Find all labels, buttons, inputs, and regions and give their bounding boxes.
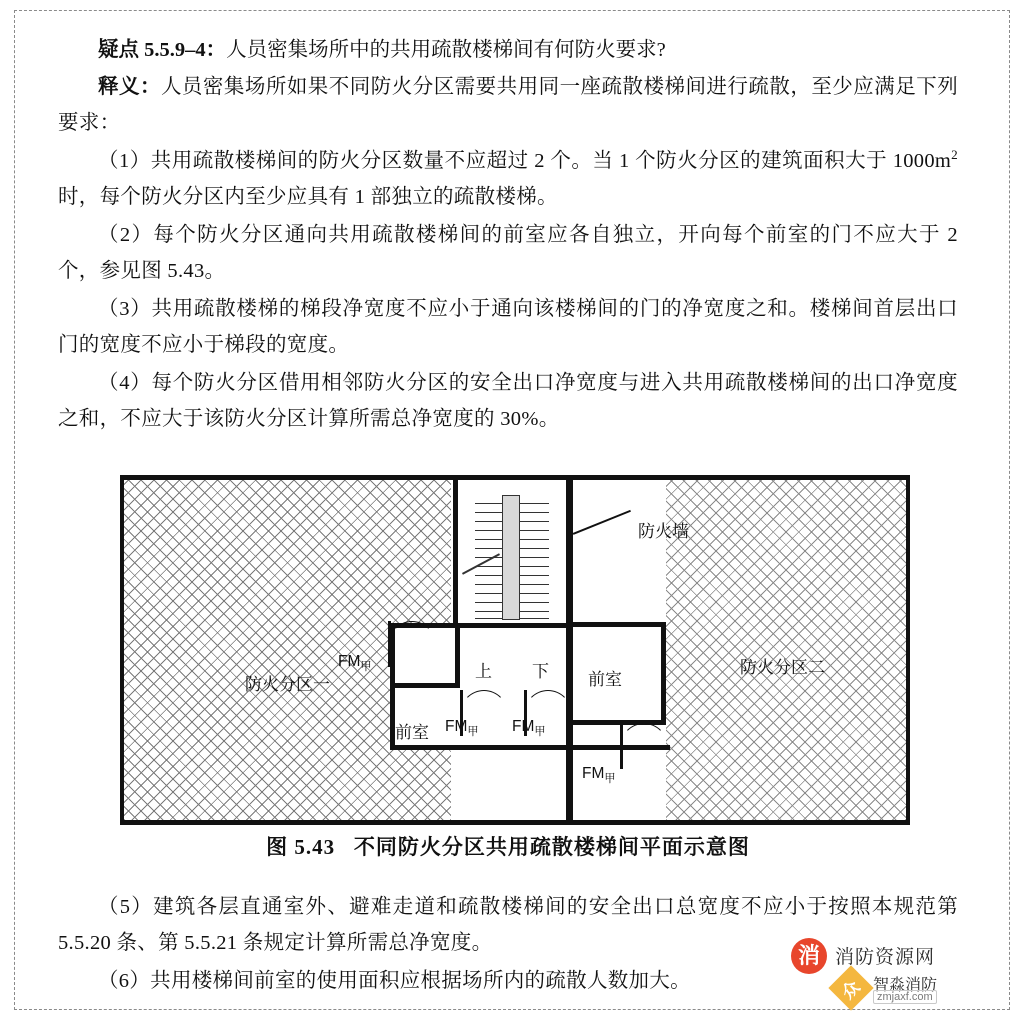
question-heading-text: 人员密集场所中的共用疏散楼梯间有何防火要求? [226, 39, 666, 61]
label-door-fm-3 [512, 718, 546, 739]
requirement-item-4 [58, 365, 958, 437]
watermark-badge-label: 智淼消防 [873, 977, 938, 994]
explanation-label: 释义： [98, 76, 161, 98]
label-fire-zone-one: 防火分区一 [245, 675, 330, 694]
figure-caption-number: 图 5.43 [266, 835, 336, 859]
label-door-fm-4-sub: 甲 [604, 773, 616, 786]
figure-caption [58, 831, 958, 861]
label-fire-zone-two: 防火分区二 [740, 658, 825, 677]
label-door-fm-4 [582, 765, 616, 786]
exterior-wall-right [906, 475, 910, 825]
label-stair-up: 上 [475, 662, 492, 681]
label-door-fm-2-sub: 甲 [467, 726, 479, 739]
watermark [791, 938, 1001, 1008]
label-fire-wall: 防火墙 [638, 522, 689, 541]
label-vestibule-left: 前室 [395, 723, 429, 742]
question-heading-label: 疑点 5.5.9–4： [98, 39, 227, 61]
requirement-item-2-text: （2）每个防火分区通向共用疏散楼梯间的前室应各自独立，开向每个前室的门不应大于 2 个，参见图 5.43。 [58, 224, 958, 282]
watermark-title: 消防资源网 [835, 947, 936, 968]
requirement-item-5-text: （5）建筑各层直通室外、避难走道和疏散楼梯间的安全出口总宽度不应小于按照本规范第 5.5.20 条、第 5.5.21 条规定计算所需总净宽度。 [58, 896, 958, 954]
figure-5-43 [58, 459, 958, 859]
requirement-item-3 [58, 291, 958, 363]
label-door-fm-1-sub: 甲 [360, 661, 372, 674]
label-door-fm-1-text: FM [338, 653, 361, 670]
exterior-wall-bottom [120, 820, 910, 825]
floor-plan-drawing [120, 475, 910, 825]
door-swing-arc-1 [388, 621, 436, 669]
label-door-fm-3-text: FM [512, 718, 535, 735]
requirement-item-3-text: （3）共用疏散楼梯的梯段净宽度不应小于通向该楼梯间的门的净宽度之和。楼梯间首层出口门的宽度不应小于梯段的宽度。 [58, 298, 958, 356]
door-leaf-1 [388, 621, 391, 667]
requirement-item-2 [58, 217, 958, 289]
label-door-fm-4-text: FM [582, 765, 605, 782]
watermark-logo-icon: 消 [791, 938, 827, 974]
explanation-text: 人员密集场所如果不同防火分区需要共用同一座疏散楼梯间进行疏散，至少应满足下列要求： [58, 76, 958, 134]
door-leaf-4 [620, 723, 623, 769]
figure-caption-title: 不同防火分区共用疏散楼梯间平面示意图 [353, 835, 750, 859]
question-heading [58, 32, 958, 68]
label-door-fm-2-text: FM [445, 718, 468, 735]
requirement-item-1-text-tail: 时，每个防火分区内至少应具有 1 部独立的疏散楼梯。 [58, 186, 558, 208]
requirement-item-1-superscript: 2 [951, 147, 958, 163]
exterior-wall-left [120, 475, 124, 825]
watermark-badge-char: 众 [838, 977, 864, 1003]
requirement-item-1 [58, 143, 958, 215]
label-door-fm-2 [445, 718, 479, 739]
watermark-badge [835, 972, 985, 1006]
document-content [58, 32, 958, 1001]
requirement-item-4-text: （4）每个防火分区借用相邻防火分区的安全出口净宽度与进入共用疏散楼梯间的出口净宽度之和，不应大于该防火分区计算所需总净宽度的 30%。 [58, 372, 958, 430]
label-door-fm-1 [338, 653, 372, 674]
label-door-fm-3-sub: 甲 [534, 726, 546, 739]
requirement-item-1-text: （1）共用疏散楼梯间的防火分区数量不应超过 2 个。当 1 个防火分区的建筑面积大于 1000m [98, 150, 952, 172]
requirement-item-6-text: （6）共用楼梯间前室的使用面积应根据场所内的疏散人数加大。 [98, 970, 691, 992]
stair-handrail [502, 495, 520, 620]
door-swing-arc-4 [620, 723, 668, 771]
fire-zone-two-hatch [666, 480, 906, 820]
watermark-badge-url: zmjaxf.com [873, 990, 937, 1004]
label-vestibule-right: 前室 [588, 670, 622, 689]
label-stair-down: 下 [532, 662, 549, 681]
explanation-paragraph [58, 69, 958, 141]
